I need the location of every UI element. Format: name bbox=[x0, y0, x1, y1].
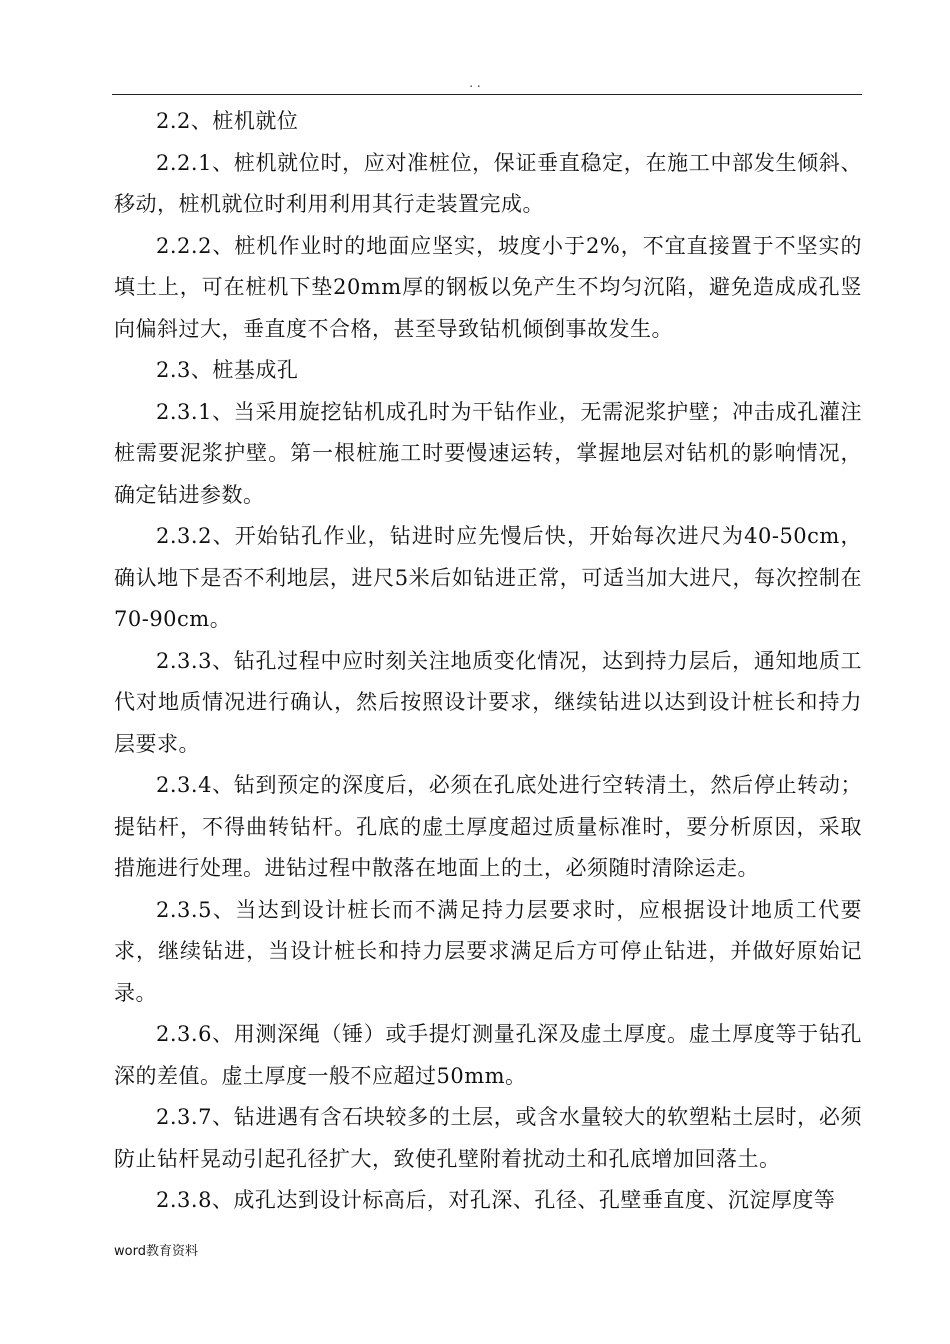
section-heading-2-2: 2.2、桩机就位 bbox=[156, 109, 299, 133]
document-body bbox=[114, 101, 862, 1222]
paragraph-2-3-4: 2.3.4、钻到预定的深度后，必须在孔底处进行空转清土，然后停止转动；提钻杆，不得曲转钻杆。孔底的虚土厚度超过质量标准时，要分析原因，采取措施进行处理。进钻过程中散落在地面上的土，必须随时清除运走。 bbox=[114, 773, 862, 880]
paragraph-2-3-6: 2.3.6、用测深绳（锤）或手提灯测量孔深及虚土厚度。虚土厚度等于钻孔深的差值。虚土厚度一般不应超过50mm。 bbox=[114, 1022, 862, 1088]
paragraph-2-3-2: 2.3.2、开始钻孔作业，钻进时应先慢后快，开始每次进尺为40-50cm，确认地下是否不利地层，进尺5米后如钻进正常，可适当加大进尺，每次控制在70-90cm。 bbox=[114, 524, 862, 631]
paragraph-2-2-2: 2.2.2、桩机作业时的地面应坚实，坡度小于2%，不宜直接置于不坚实的填土上，可在桩机下垫20mm厚的钢板以免产生不均匀沉陷，避免造成成孔竖向偏斜过大，垂直度不合格，甚至导致钻机倾倒事故发生。 bbox=[114, 233, 862, 341]
section-heading-2-3: 2.3、桩基成孔 bbox=[156, 358, 299, 382]
footer-label: word教育资料 bbox=[114, 1244, 198, 1259]
header-marker: . . bbox=[469, 76, 481, 90]
paragraph-2-3-8: 2.3.8、成孔达到设计标高后，对孔深、孔径、孔壁垂直度、沉淀厚度等 bbox=[156, 1188, 836, 1212]
paragraph-2-3-7: 2.3.7、钻进遇有含石块较多的土层，或含水量较大的软塑粘土层时，必须防止钻杆晃动引起孔径扩大，致使孔壁附着扰动土和孔底增加回落土。 bbox=[114, 1105, 862, 1171]
paragraph-2-3-3: 2.3.3、钻孔过程中应时刻关注地质变化情况，达到持力层后，通知地质工代对地质情况进行确认，然后按照设计要求，继续钻进以达到设计桩长和持力层要求。 bbox=[114, 648, 862, 756]
header-divider bbox=[112, 94, 862, 95]
paragraph-2-3-5: 2.3.5、当达到设计桩长而不满足持力层要求时，应根据设计地质工代要求，继续钻进，当设计桩长和持力层要求满足后方可停止钻进，并做好原始记录。 bbox=[114, 897, 862, 1005]
paragraph-2-2-1: 2.2.1、桩机就位时，应对准桩位，保证垂直稳定，在施工中部发生倾斜、移动，桩机就位时利用利用其行走装置完成。 bbox=[114, 150, 862, 216]
paragraph-2-3-1: 2.3.1、当采用旋挖钻机成孔时为干钻作业，无需泥浆护壁；冲击成孔灌注桩需要泥浆护壁。第一根桩施工时要慢速运转，掌握地层对钻机的影响情况，确定钻进参数。 bbox=[114, 399, 862, 507]
